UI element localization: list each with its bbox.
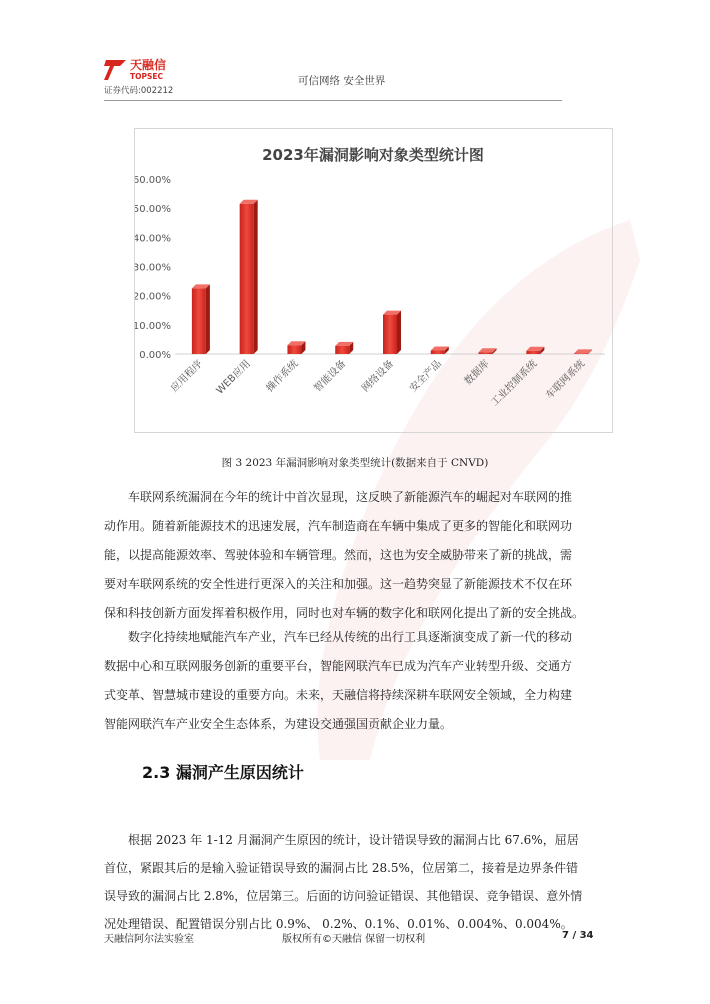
x-tick-label: 智能设备	[312, 358, 349, 395]
y-tick-label: 60.00%	[135, 175, 171, 186]
stock-code: 证券代码:002212	[104, 86, 174, 96]
text-line: 要对车联网系统的安全性进行更深入的关注和加强。这一趋势突显了新能源技术不仅在环	[104, 577, 573, 591]
bar	[335, 342, 353, 354]
paragraph-connected-vehicles	[104, 483, 611, 628]
bar	[431, 347, 449, 355]
bar-side	[397, 311, 401, 354]
x-tick-label: 数据库	[462, 358, 492, 388]
bar	[526, 347, 544, 354]
x-tick-label: 应用程序	[168, 358, 206, 395]
figure-caption: 图 3 2023 年漏洞影响对象类型统计(数据来自于 CNVD)	[221, 457, 489, 469]
bar-front	[335, 346, 349, 354]
text-line: 能，以提高能源效率、驾驶体验和车辆管理。然而，这也为安全威胁带来了新的挑战，需	[104, 548, 573, 562]
y-tick-label: 50.00%	[135, 204, 171, 216]
x-tick-label: 操作系统	[264, 358, 301, 395]
bar-front	[431, 351, 445, 355]
page-number: 7 / 34	[562, 930, 594, 941]
x-tick-label: 安全产品	[407, 358, 444, 395]
bar	[192, 284, 210, 354]
text-line: 动作用。随着新能源技术的迅速发展，汽车制造商在车辆中集成了更多的智能化和联网功	[104, 519, 573, 533]
text-line: 误导致的漏洞占比 2.8%，位居第三。后面的访问验证错误、其他错误、竞争错误、意外情	[104, 889, 583, 903]
bar-front	[240, 204, 254, 354]
text-line: 智能网联汽车产业安全生态体系，为建设交通强国贡献企业力量。	[104, 717, 453, 731]
y-tick-label: 0.00%	[139, 350, 171, 361]
logo-text-en: TOPSEC	[130, 72, 164, 81]
company-logo	[104, 56, 184, 82]
text-line: 车联网系统漏洞在今年的统计中首次显现，这反映了新能源汽车的崛起对车联网的推	[128, 490, 573, 504]
y-tick-label: 40.00%	[135, 233, 171, 245]
bar-front	[287, 345, 301, 354]
text-line: 数据中心和互联网服务创新的重要平台，智能网联汽车已成为汽车产业转型升级、交通方	[104, 659, 573, 673]
bar-side	[206, 284, 210, 354]
bar-top	[574, 349, 592, 353]
y-tick-label: 20.00%	[135, 291, 171, 303]
vulnerability-target-chart	[134, 128, 613, 433]
bar-side	[254, 200, 258, 354]
footer-copyright: 版权所有©天融信 保留一切权利	[282, 934, 426, 945]
bar-front	[526, 351, 540, 354]
text-line: 首位，紧跟其后的是输入验证错误导致的漏洞占比 28.5%，位居第二，接着是边界条件错	[104, 861, 578, 875]
y-tick-label: 30.00%	[135, 262, 171, 274]
text-line: 况处理错误、配置错误分别占比 0.9%、 0.2%、0.1%、0.01%、0.004%、0.004%。	[104, 917, 573, 931]
y-tick-label: 10.00%	[135, 320, 171, 332]
bar-front	[383, 315, 397, 354]
text-line: 式变革、智慧城市建设的重要方向。未来，天融信将持续深耕车联网安全领域，全力构建	[104, 688, 573, 702]
paragraph-causes	[104, 826, 611, 938]
bar-front	[192, 288, 206, 354]
bar	[287, 341, 305, 354]
header-divider	[104, 100, 562, 101]
bar	[574, 349, 592, 354]
header-tagline: 可信网络 安全世界	[298, 75, 386, 87]
bar-front	[479, 352, 493, 354]
x-tick-label: WEB应用	[214, 358, 253, 397]
section-heading: 2.3 漏洞产生原因统计	[142, 763, 304, 782]
bar	[240, 200, 258, 354]
text-line: 数字化持续地赋能汽车产业，汽车已经从传统的出行工具逐渐演变成了新一代的移动	[128, 630, 573, 644]
text-line: 根据 2023 年 1-12 月漏洞产生原因的统计，设计错误导致的漏洞占比 67.6%，屈居	[128, 833, 579, 847]
x-tick-label: 网络设备	[360, 358, 397, 395]
chart-title: 2023年漏洞影响对象类型统计图	[262, 146, 484, 164]
x-tick-label: 车联网系统	[544, 358, 588, 402]
bar-front	[574, 353, 588, 354]
chart-svg	[135, 129, 612, 432]
text-line: 保和科技创新方面发挥着积极作用，同时也对车辆的数字化和联网化提出了新的安全挑战。	[104, 606, 585, 620]
footer-lab-name: 天融信阿尔法实验室	[104, 934, 194, 945]
paragraph-digitalization	[104, 623, 611, 739]
x-tick-label: 工业控制系统	[489, 358, 540, 409]
bar	[479, 348, 497, 354]
bar	[383, 311, 401, 354]
logo-text-cn: 天融信	[130, 58, 167, 72]
